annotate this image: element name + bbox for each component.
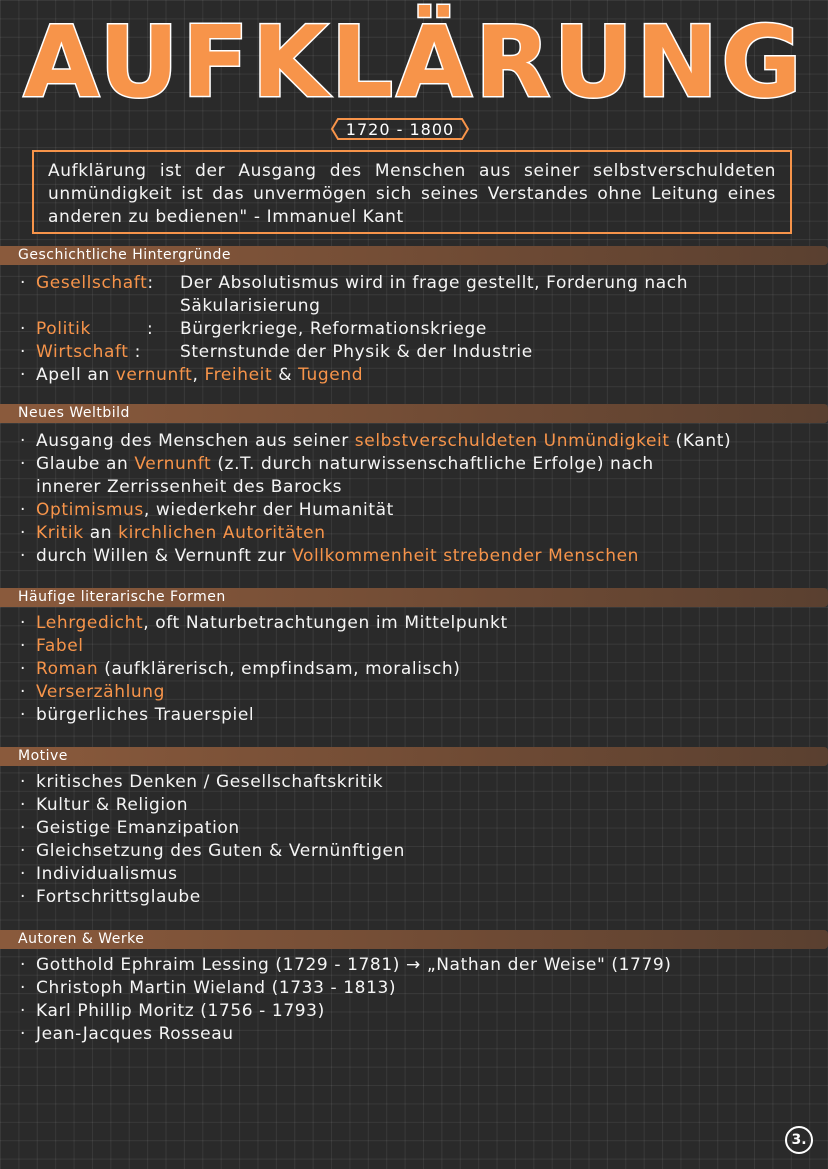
section-header-autoren xyxy=(0,930,828,949)
list-item: · Individualismus xyxy=(20,864,178,884)
section-heading: Geschichtliche Hintergründe xyxy=(18,247,231,263)
list-item: · Gesellschaft: Der Absolutismus wird in frage gestellt, Forderung nach Säkularisierung xyxy=(20,272,770,318)
list-item: · Roman (aufklärerisch, empfindsam, moralisch) xyxy=(20,659,461,679)
section-header-motive xyxy=(0,747,828,766)
list-item: · Jean-Jacques Rosseau xyxy=(20,1024,234,1044)
date-range-banner xyxy=(330,118,470,140)
item-label: Gesellschaft xyxy=(36,273,148,293)
autoren-list xyxy=(20,954,672,1046)
motive-list xyxy=(20,771,405,909)
list-item: · Karl Phillip Moritz (1756 - 1793) xyxy=(20,1001,325,1021)
list-item: · Lehrgedicht, oft Naturbetrachtungen im Mittelpunkt xyxy=(20,613,508,633)
formen-list xyxy=(20,612,508,727)
list-item: · Gotthold Ephraim Lessing (1729 - 1781) → „Nathan der Weise" (1779) xyxy=(20,955,672,975)
list-item: · Christoph Martin Wieland (1733 - 1813) xyxy=(20,978,397,998)
list-item: · kritisches Denken / Gesellschaftskritik xyxy=(20,772,384,792)
section-heading: Häufige literarische Formen xyxy=(18,589,226,605)
list-item: · Apell an vernunft, Freiheit & Tugend xyxy=(20,365,364,385)
list-item-continuation: innerer Zerrissenheit des Barocks xyxy=(36,477,343,497)
list-item: · Fabel xyxy=(20,636,84,656)
section-header-weltbild xyxy=(0,404,828,423)
section-header-hintergruende xyxy=(0,246,828,265)
hintergruende-list xyxy=(20,272,770,387)
page-number: 3. xyxy=(785,1126,813,1154)
date-range: 1720 - 1800 xyxy=(345,120,455,139)
list-item: · Geistige Emanzipation xyxy=(20,818,240,838)
section-heading: Neues Weltbild xyxy=(18,405,130,421)
section-heading: Autoren & Werke xyxy=(18,931,145,947)
item-label: Wirtschaft xyxy=(36,342,129,362)
list-item: · Fortschrittsglaube xyxy=(20,887,201,907)
list-item: · Kritik an kirchlichen Autoritäten xyxy=(20,523,326,543)
list-item: · Ausgang des Menschen aus seiner selbstverschuldeten Unmündigkeit (Kant) xyxy=(20,431,732,451)
list-item: · Glaube an Vernunft (z.T. durch naturwissenschaftliche Erfolge) nach xyxy=(20,454,654,474)
list-item: · Politik : Bürgerkriege, Reformationskriege xyxy=(20,318,770,341)
list-item: · Wirtschaft : Sternstunde der Physik & der Industrie xyxy=(20,341,770,364)
list-item: · Kultur & Religion xyxy=(20,795,189,815)
list-item: · Verserzählung xyxy=(20,682,166,702)
item-text: Der Absolutismus wird in frage gestellt, Forderung nach Säkularisierung xyxy=(180,273,689,316)
item-text: Sternstunde der Physik & der Industrie xyxy=(180,342,533,362)
section-heading: Motive xyxy=(18,748,68,764)
list-item: · Gleichsetzung des Guten & Vernünftigen xyxy=(20,841,405,861)
list-item: · bürgerliches Trauerspiel xyxy=(20,705,255,725)
page-title: AUFKLÄRUNG xyxy=(23,6,805,120)
weltbild-list xyxy=(20,430,731,568)
list-item: · Optimismus, wiederkehr der Humanität xyxy=(20,500,394,520)
kant-quote: Aufklärung ist der Ausgang des Menschen aus seiner selbstverschuldeten unmündigkeit ist das unvermögen sich seines Verstandes ohne Leitung eines anderen zu bedienen" - Immanuel Kant xyxy=(32,150,792,234)
item-label: Politik xyxy=(36,319,91,339)
list-item: · durch Willen & Vernunft zur Vollkommenheit strebender Menschen xyxy=(20,546,640,566)
section-header-formen xyxy=(0,588,828,607)
item-text: Bürgerkriege, Reformationskriege xyxy=(180,319,487,339)
